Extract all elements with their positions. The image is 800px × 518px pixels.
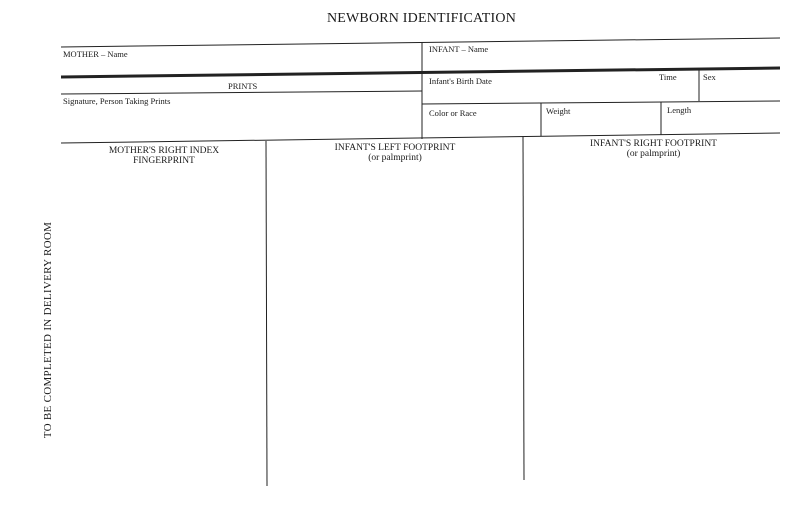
sex-label: Sex: [703, 72, 716, 82]
left-footprint-area[interactable]: [268, 168, 522, 480]
length-label: Length: [667, 105, 692, 115]
delivery-room-note: TO BE COMPLETED IN DELIVERY ROOM: [42, 221, 54, 439]
prints-label: PRINTS: [228, 81, 258, 91]
right-footprint-heading: INFANT'S RIGHT FOOTPRINT (or palmprint): [590, 139, 717, 159]
signature-label: Signature, Person Taking Prints: [63, 96, 171, 106]
mother-fingerprint-area[interactable]: [62, 170, 265, 485]
time-label: Time: [659, 72, 677, 82]
infant-name-label: INFANT – Name: [429, 44, 489, 54]
form-title: NEWBORN IDENTIFICATION: [326, 11, 517, 26]
birth-date-label: Infant's Birth Date: [429, 76, 492, 86]
mother-index-heading: MOTHER'S RIGHT INDEX FINGERPRINT: [108, 146, 220, 166]
weight-label: Weight: [546, 106, 571, 116]
mother-name-label: MOTHER – Name: [63, 49, 128, 59]
right-footprint-area[interactable]: [526, 165, 780, 480]
color-race-label: Color or Race: [429, 108, 477, 118]
left-footprint-heading: INFANT'S LEFT FOOTPRINT (or palmprint): [334, 143, 456, 163]
